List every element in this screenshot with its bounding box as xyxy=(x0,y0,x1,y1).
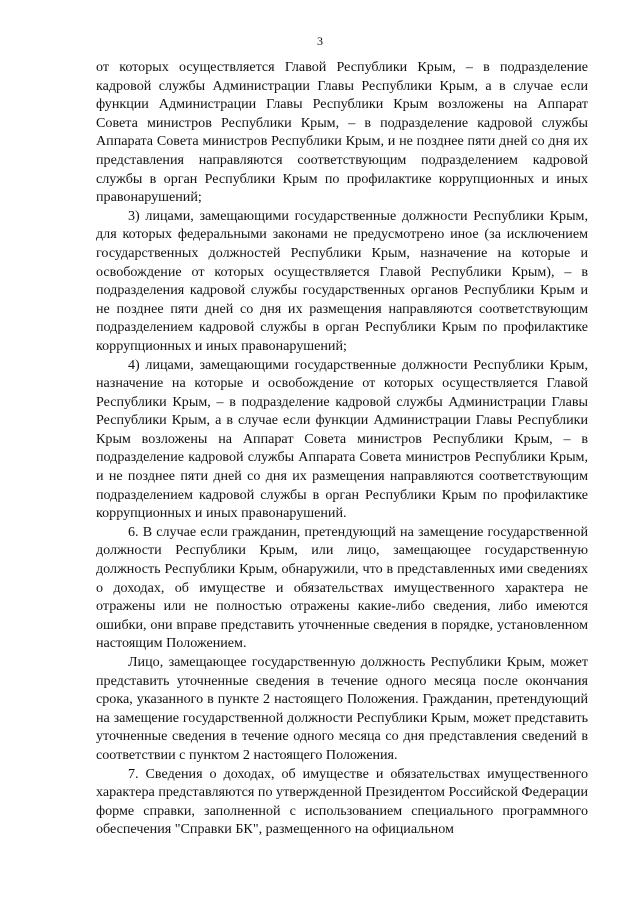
paragraph-section-6: 6. В случае если гражданин, претендующий на замещение государственной должности Республики Крым, или лицо, замещающее государственную должность Республики Крым, обнаружили, что в представленных ими сведениях о доходах, об имуществе и обязательствах имущественного характера не отражены или не полностью отражены какие-либо сведения, либо имеются ошибки, они вправе представить уточненные сведения в порядке, установленном настоящим Положением. xyxy=(96,523,588,652)
paragraph-item-3: 3) лицами, замещающими государственные должности Республики Крым, для которых федеральными законами не предусмотрено иное (за исключением государственных должностей Республики Крым, назначение на которые и освобождение от которых осуществляется Главой Республики Крым), – в подразделения кадровой службы государственных органов Республики Крым и не позднее пяти дней со дня их размещения направляются соответствующим подразделением кадровой службы в орган Республики Крым по профилактике коррупционных и иных правонарушений; xyxy=(96,207,588,354)
paragraph-section-6-continued: Лицо, замещающее государственную должность Республики Крым, может представить уточненные сведения в течение одного месяца после окончания срока, указанного в пункте 2 настоящего Положения. Гражданин, претендующий на замещение государственной должности Республики Крым, может представить уточненные сведения в течение одного месяца со дня представления сведений в соответствии с пунктом 2 настоящего Положения. xyxy=(96,654,588,763)
page-number: 3 xyxy=(317,34,323,48)
paragraph-section-7: 7. Сведения о доходах, об имуществе и обязательствах имущественного характера представляются по утвержденной Президентом Российской Федерации форме справки, заполненной с использованием специального программного обеспечения "Справки БК", размещенного на официальном xyxy=(96,765,588,838)
paragraph-continuation: от которых осуществляется Главой Республики Крым, – в подразделение кадровой службы Администрации Главы Республики Крым, а в случае если функции Администрации Главы Республики Крым возложены на Аппарат Совета министров Республики Крым, – в подразделение кадровой службы Аппарата Совета министров Республики Крым, и не позднее пяти дней со дня их представления направляются соответствующим подразделением кадровой службы в орган Республики Крым по профилактике коррупционных и иных правонарушений; xyxy=(96,59,588,206)
document-body xyxy=(96,58,588,839)
paragraph-item-4: 4) лицами, замещающими государственные должности Республики Крым, назначение на которые и освобождение от которых осуществляется Главой Республики Крым, – в подразделение кадровой службы Администрации Главы Республики Крым, а в случае если функции Администрации Главы Республики Крым возложены на Аппарат Совета министров Республики Крым, – в подразделение кадровой службы Аппарата Совета министров Республики Крым, и не позднее пяти дней со дня их размещения направляются соответствующим подразделением кадровой службы в орган Республики Крым по профилактике коррупционных и иных правонарушений. xyxy=(96,356,588,522)
